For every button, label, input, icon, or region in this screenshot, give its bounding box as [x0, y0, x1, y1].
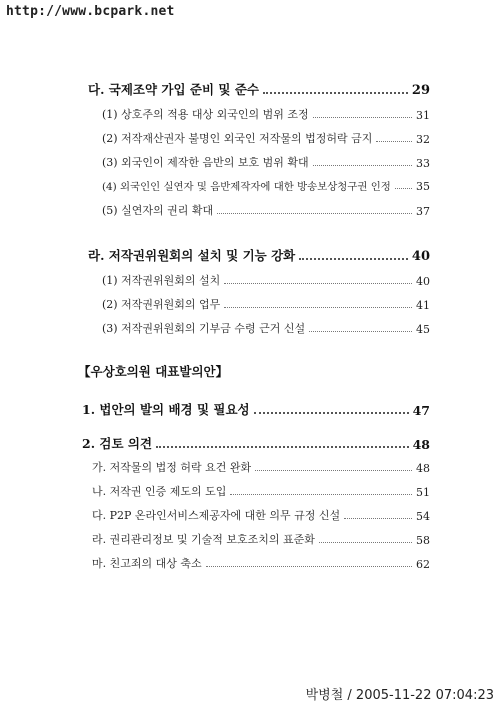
dot-leader [344, 518, 412, 519]
toc-page-number: 41 [416, 299, 430, 312]
toc-entry-label: (1) 상호주의 적용 대상 외국인의 범위 조정 [102, 108, 309, 121]
toc-heading-label: 라. 저작권위원회의 설치 및 기능 강화 [88, 248, 296, 263]
dot-leader [299, 258, 408, 260]
toc-entry-label: (1) 저작권위원회의 설치 [102, 274, 221, 287]
toc-page-number: 32 [416, 133, 430, 146]
toc-entry-label: 나. 저작권 인증 제도의 도입 [92, 485, 227, 498]
toc-entry[interactable] [92, 531, 430, 547]
toc-entry[interactable] [102, 178, 430, 193]
toc-entry[interactable] [102, 202, 430, 218]
toc-entry-label: 다. P2P 온라인서비스제공자에 대한 의무 규정 신설 [92, 509, 341, 522]
toc-entry[interactable] [102, 130, 430, 146]
dot-leader [206, 566, 412, 567]
toc-entry-label: (3) 외국인이 제작한 음반의 보호 범위 확대 [102, 156, 309, 169]
section-header-bill: 【우상호의원 대표발의안】 [78, 364, 229, 379]
dot-leader [309, 331, 412, 332]
toc-page-number: 62 [416, 558, 430, 571]
toc-main-entry-review[interactable] [82, 434, 430, 452]
toc-entry-label: 가. 저작물의 법정 허락 요건 완화 [92, 461, 252, 474]
toc-entry-label: (4) 외국인인 실연자 및 음반제작자에 대한 방송보상청구권 인정 [102, 181, 391, 193]
toc-main-entry-background[interactable] [82, 400, 430, 418]
toc-page-number: 58 [416, 534, 430, 547]
toc-page-number: 54 [416, 510, 430, 523]
toc-heading-copyright-committee[interactable] [88, 246, 430, 264]
toc-entry[interactable] [92, 459, 430, 475]
toc-page-number: 45 [416, 323, 430, 336]
toc-entry-label: 라. 권리관리정보 및 기술적 보호조치의 표준화 [92, 533, 315, 546]
dot-leader [313, 117, 412, 118]
toc-entry[interactable] [102, 272, 430, 288]
toc-page-number: 33 [416, 157, 430, 170]
toc-entry[interactable] [102, 320, 430, 336]
toc-page-number: 31 [416, 109, 430, 122]
toc-entry[interactable] [92, 555, 430, 571]
dot-leader [319, 542, 412, 543]
toc-entry-label: (2) 저작재산권자 불명인 외국인 저작물의 법정허락 금지 [102, 132, 373, 145]
dot-leader [395, 188, 412, 189]
toc-page-number: 47 [412, 403, 430, 418]
dot-leader [313, 165, 412, 166]
toc-entry-label: (3) 저작권위원회의 기부금 수령 근거 신설 [102, 322, 306, 335]
toc-page-number: 35 [416, 180, 430, 193]
print-stamp: 박병철 / 2005-11-22 07:04:23 [305, 688, 494, 703]
toc-heading-intl-treaties[interactable] [88, 80, 430, 98]
dot-leader [255, 470, 412, 471]
toc-entry[interactable] [102, 296, 430, 312]
dot-leader [376, 141, 412, 142]
toc-entry[interactable] [92, 507, 430, 523]
dot-leader [217, 213, 412, 214]
toc-page-number: 51 [416, 486, 430, 499]
toc-heading-label: 2. 검토 의견 [82, 436, 153, 451]
watermark-url: http://www.bcpark.net [6, 4, 175, 19]
toc-heading-label: 다. 국제조약 가입 준비 및 준수 [88, 82, 260, 97]
dot-leader [230, 494, 412, 495]
toc-entry[interactable] [102, 106, 430, 122]
dot-leader [263, 92, 408, 94]
dot-leader [156, 446, 409, 448]
toc-page-number: 40 [411, 249, 430, 264]
toc-entry[interactable] [92, 483, 430, 499]
toc-page-number: 29 [411, 83, 430, 98]
toc-page-number: 37 [416, 205, 430, 218]
toc-entry[interactable] [102, 154, 430, 170]
toc-entry-label: 마. 친고죄의 대상 축소 [92, 557, 202, 570]
toc-entry-label: (2) 저작권위원회의 업무 [102, 298, 221, 311]
dot-leader [254, 412, 409, 414]
toc-page-number: 48 [412, 437, 430, 452]
toc-page-number: 48 [416, 462, 430, 475]
dot-leader [224, 283, 412, 284]
toc-heading-label: 1. 법안의 발의 배경 및 필요성 [82, 402, 250, 417]
dot-leader [224, 307, 412, 308]
toc-page-number: 40 [416, 275, 430, 288]
toc-entry-label: (5) 실연자의 권리 확대 [102, 204, 214, 217]
